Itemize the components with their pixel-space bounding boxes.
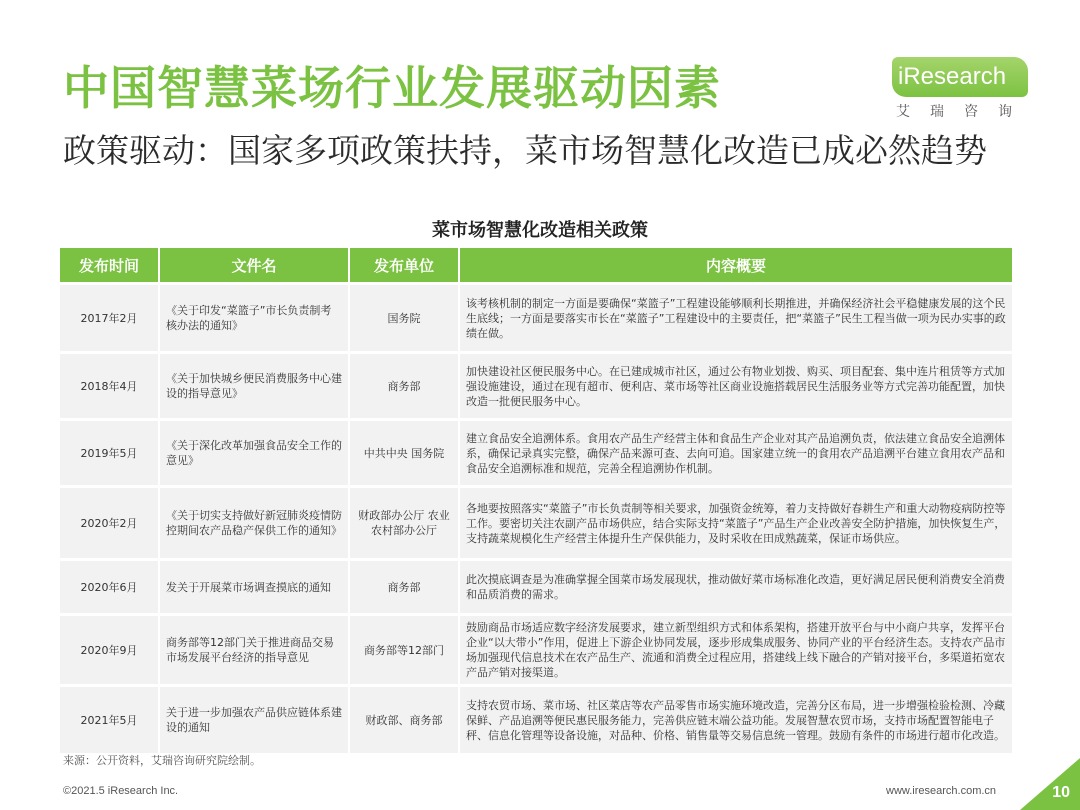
page-subtitle: 政策驱动：国家多项政策扶持，菜市场智慧化改造已成必然趋势: [63, 131, 987, 170]
iresearch-logo: [892, 57, 1032, 127]
cell-date: 2021年5月: [60, 687, 160, 753]
table-title: 菜市场智慧化改造相关政策: [432, 220, 648, 241]
copyright-text: ©2021.5 iResearch Inc.: [63, 785, 179, 797]
column-header-document: 文件名: [160, 248, 350, 282]
column-header-issuer: 发布单位: [350, 248, 460, 282]
policy-table: [60, 245, 1012, 756]
table-row: [60, 687, 1012, 753]
table-row: [60, 616, 1012, 684]
table-row: [60, 488, 1012, 558]
cell-date: 2019年5月: [60, 421, 160, 485]
cell-date: 2018年4月: [60, 354, 160, 418]
cell-document: 《关于切实支持做好新冠肺炎疫情防控期间农产品稳产保供工作的通知》: [160, 488, 350, 558]
source-note: 来源：公开资料，艾瑞咨询研究院绘制。: [63, 754, 261, 767]
cell-document: 《关于印发“菜篮子”市长负责制考核办法的通知》: [160, 285, 350, 351]
cell-issuer: 中共中央 国务院: [350, 421, 460, 485]
table-header-row: [60, 248, 1012, 282]
cell-document: 发关于开展菜市场调查摸底的通知: [160, 561, 350, 613]
cell-document: 关于进一步加强农产品供应链体系建设的通知: [160, 687, 350, 753]
logo-text: iResearch: [898, 63, 1007, 90]
cell-issuer: 国务院: [350, 285, 460, 351]
column-header-date: 发布时间: [60, 248, 160, 282]
cell-date: 2020年6月: [60, 561, 160, 613]
cell-summary: 鼓励商品市场适应数字经济发展要求，建立新型组织方式和体系架构，搭建开放平台与中小商户共享，发挥平台企业“以大带小”作用，促进上下游企业协同发展，逐步形成集成服务、协同产业的平台经济生态。支持农产品市场加强现代信息技术在农产品生产、流通和消费全过程应用，搭建线上线下融合的产销对接平台，多渠道拓宽农产品产销对接渠道。: [460, 616, 1012, 684]
cell-issuer: 财政部办公厅 农业农村部办公厅: [350, 488, 460, 558]
page-corner-triangle: [1020, 758, 1080, 810]
cell-issuer: 商务部: [350, 561, 460, 613]
table-row: [60, 421, 1012, 485]
cell-summary: 加快建设社区便民服务中心。在已建成城市社区，通过公有物业划拨、购买、项目配套、集中连片租赁等方式加强设施建设，通过在现有超市、便利店、菜市场等社区商业设施搭载居民生活服务业等方式完善功能配置，加快改造一批便民服务中心。: [460, 354, 1012, 418]
page-title: 中国智慧菜场行业发展驱动因素: [63, 61, 721, 115]
website-link[interactable]: www.iresearch.com.cn: [886, 785, 997, 797]
cell-summary: 建立食品安全追溯体系。食用农产品生产经营主体和食品生产企业对其产品追溯负责，依法建立食品安全追溯体系，确保记录真实完整，确保产品来源可查、去向可追。国家建立统一的食用农产品追溯平台建立食用农产品和食品安全追溯标准和规范，完善全程追溯协作机制。: [460, 421, 1012, 485]
cell-summary: 此次摸底调查是为准确掌握全国菜市场发展现状，推动做好菜市场标准化改造，更好满足居民便利消费安全消费和品质消费的需求。: [460, 561, 1012, 613]
table-row: [60, 285, 1012, 351]
column-header-summary: 内容概要: [460, 248, 1012, 282]
cell-summary: 各地要按照落实“菜篮子”市长负责制等相关要求，加强资金统筹，着力支持做好春耕生产和重大动物疫病防控等工作。要密切关注农副产品市场供应，结合实际支持“菜篮子”产品生产企业改善安全防护措施，加快恢复生产，支持蔬菜规模化生产经营主体提升生产保供能力，及时采收在田成熟蔬菜，保证市场供应。: [460, 488, 1012, 558]
cell-issuer: 商务部: [350, 354, 460, 418]
cell-issuer: 商务部等12部门: [350, 616, 460, 684]
cell-document: 商务部等12部门关于推进商品交易市场发展平台经济的指导意见: [160, 616, 350, 684]
cell-document: 《关于加快城乡便民消费服务中心建设的指导意见》: [160, 354, 350, 418]
table-row: [60, 354, 1012, 418]
cell-issuer: 财政部、商务部: [350, 687, 460, 753]
cell-summary: 该考核机制的制定一方面是要确保“菜篮子”工程建设能够顺利长期推进，并确保经济社会平稳健康发展的这个民生底线；一方面是要落实市长在“菜篮子”工程建设中的主要责任，把“菜篮子”民生工程当做一项为民办实事的政绩在做。: [460, 285, 1012, 351]
page-number: 10: [1052, 784, 1070, 801]
cell-date: 2020年2月: [60, 488, 160, 558]
table-row: [60, 561, 1012, 613]
logo-cn-text: 艾瑞咨询: [896, 104, 1032, 120]
cell-document: 《关于深化改革加强食品安全工作的意见》: [160, 421, 350, 485]
cell-summary: 支持农贸市场、菜市场、社区菜店等农产品零售市场实施环境改造，完善分区布局，进一步增强检验检测、冷藏保鲜、产品追溯等便民惠民服务能力，完善供应链末端公益功能。发展智慧农贸市场，支持市场配置智能电子秤、信息化管理等设备设施，对品种、价格、销售量等交易信息统一管理。鼓励有条件的市场进行超市化改造。: [460, 687, 1012, 753]
cell-date: 2017年2月: [60, 285, 160, 351]
cell-date: 2020年9月: [60, 616, 160, 684]
